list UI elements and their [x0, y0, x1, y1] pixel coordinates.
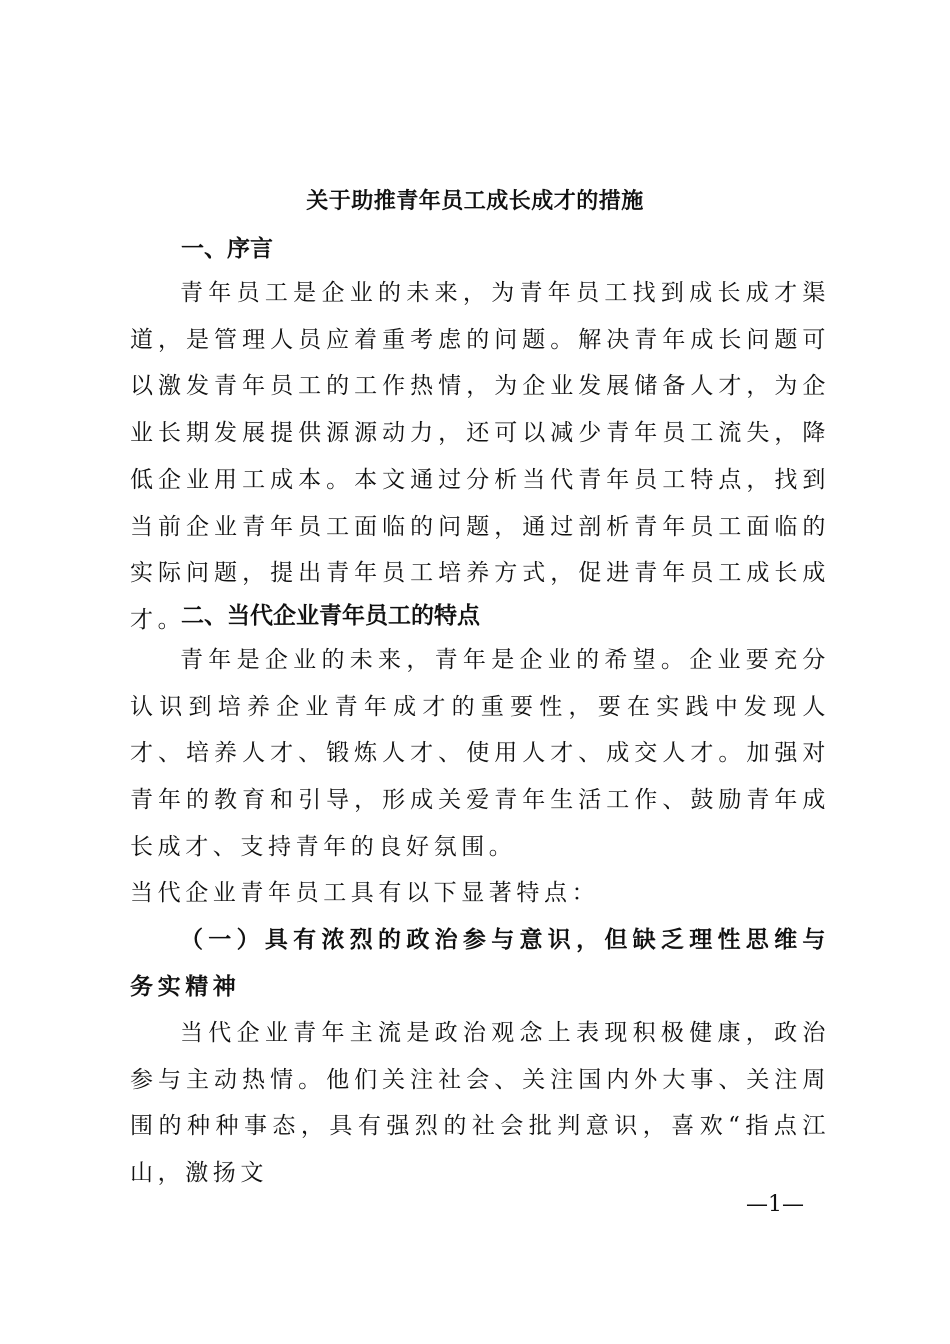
- political-participation-paragraph: 当代企业青年主流是政治观念上表现积极健康，政治参与主动热情。他们关注社会、关注国内外大事、关注周围的种种事态，具有强烈的社会批判意识，喜欢“指点江山，激扬文: [130, 1020, 830, 1187]
- characteristics-paragraph: 青年是企业的未来，青年是企业的希望。企业要充分认识到培养企业青年成才的重要性，要在实践中发现人才、培养人才、锻炼人才、使用人才、成交人才。加强对青年的教育和引导，形成关爱青年生活工作、鼓励青年成长成才、支持青年的良好氛围。: [130, 647, 830, 860]
- preface-paragraph: 青年员工是企业的未来，为青年员工找到成长成才渠道，是管理人员应着重考虑的问题。解决青年成长问题可以激发青年员工的工作热情，为企业发展储备人才，为企业长期发展提供源源动力，还可以减少青年员工流失，降低企业用工成本。本文通过分析当代青年员工特点，找到当前企业青年员工面临的问题，通过剖析青年员工面临的实际问题，提出青年员工培养方式，促进青年员工成长成才。: [130, 280, 830, 633]
- section-heading-characteristics: 二、当代企业青年员工的特点: [181, 603, 480, 629]
- document-title: 关于助推青年员工成长成才的措施: [306, 188, 644, 214]
- page-number: —1—: [746, 1192, 804, 1217]
- subsection-heading-political-participation: （一）具有浓烈的政治参与意识，但缺乏理性思维与务实精神: [130, 927, 830, 1000]
- section-heading-preface: 一、序言: [181, 236, 273, 262]
- characteristics-intro-line: 当代企业青年员工具有以下显著特点：: [130, 880, 600, 906]
